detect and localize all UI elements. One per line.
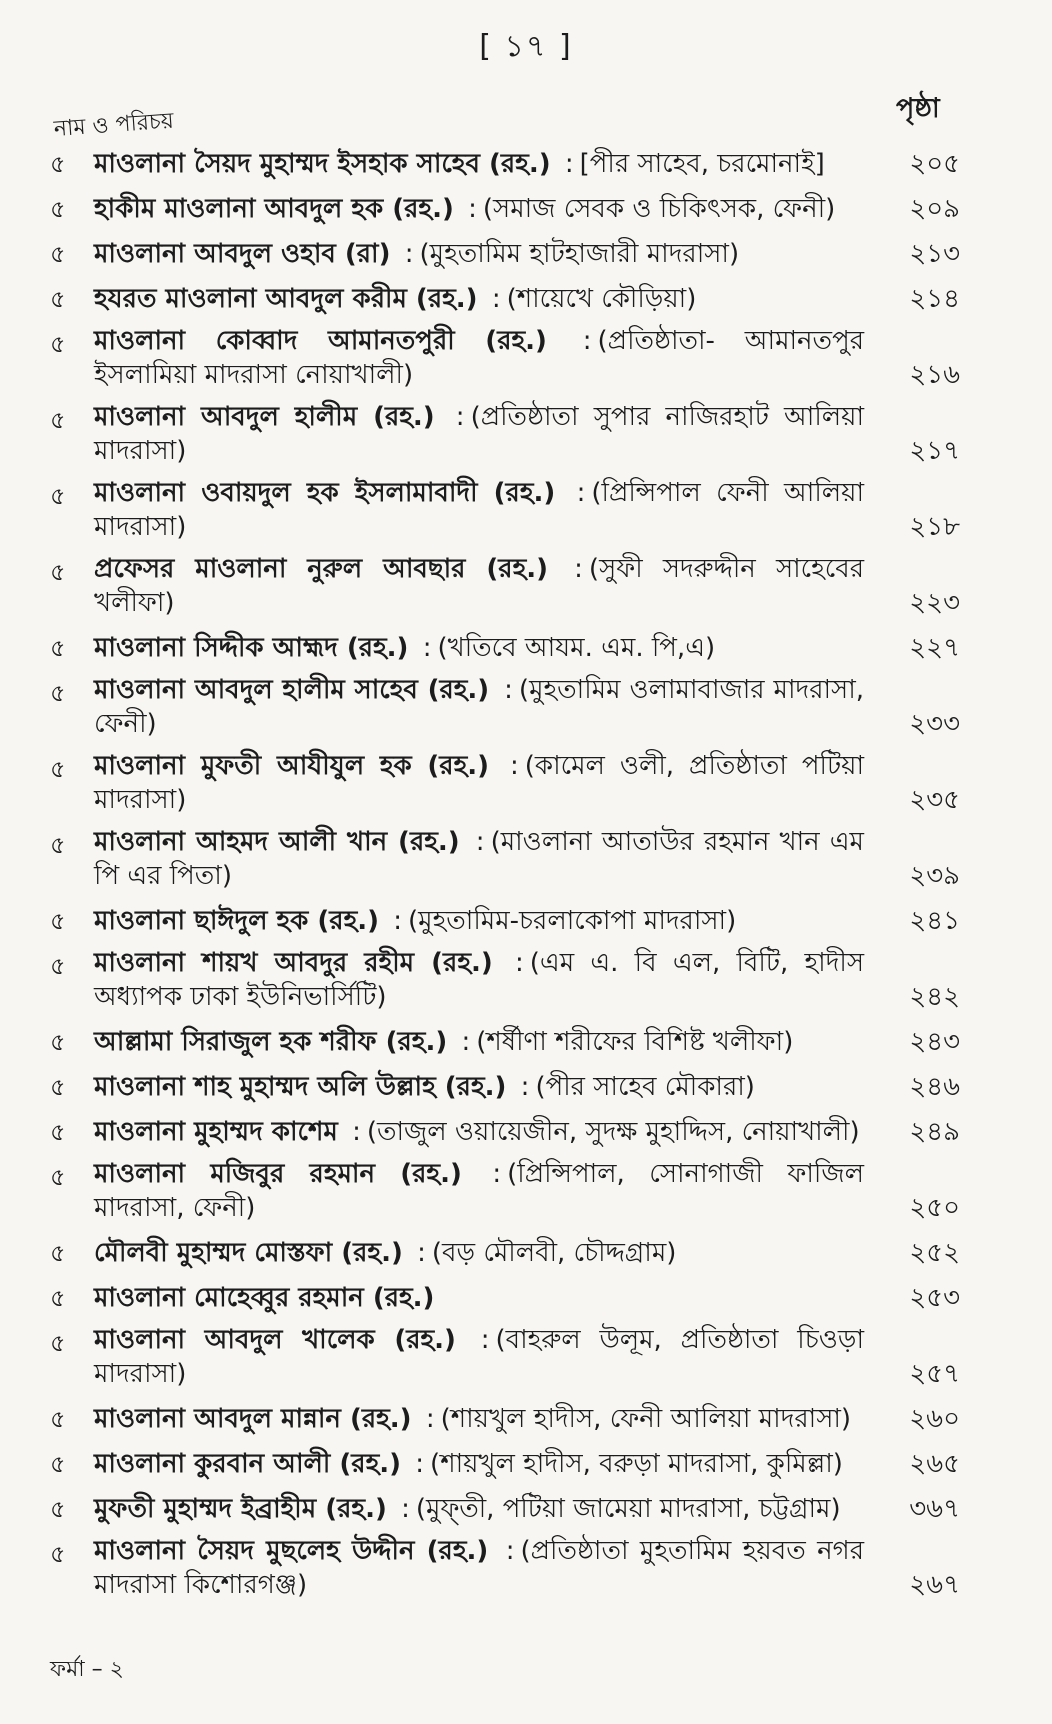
toc-entry <box>50 1063 960 1108</box>
entry-name: মৌলবী মুহাম্মদ মোস্তফা (রহ.) <box>94 1238 403 1268</box>
entry-page-number: ২১৩ <box>909 239 960 269</box>
toc-entry <box>50 320 960 396</box>
entry-text <box>94 825 864 893</box>
toc-entry <box>50 624 960 669</box>
entry-description: (মুহতামিম হাটহাজারী মাদরাসা) <box>419 239 740 269</box>
entry-name: মাওলানা মুহাম্মদ কাশেম <box>94 1117 338 1147</box>
bullet-icon: ৫ <box>50 1163 66 1191</box>
entry-page-number: ২৫০ <box>909 1193 960 1223</box>
entry-page-number: ২২৭ <box>909 633 960 663</box>
entry-description: (মুহতামিম ওলামাবাজার মাদরাসা, ফেনী) <box>94 675 865 739</box>
entry-separator: : <box>415 1449 425 1479</box>
entry-text <box>94 552 864 620</box>
toc-entry <box>50 275 960 320</box>
entry-description: [পীর সাহেব, চরমোনাই] <box>579 149 825 179</box>
toc-entry <box>50 396 960 472</box>
entry-description: (প্রতিষ্ঠাতা সুপার নাজিরহাট আলিয়া মাদরাসা) <box>94 402 865 466</box>
entry-text <box>94 192 864 226</box>
forma-signature: ফর্মা – ২ <box>50 1657 124 1682</box>
entry-name: মাওলানা আবদুল হালীম (রহ.) <box>94 402 435 432</box>
bullet-icon: ৫ <box>50 952 66 980</box>
entry-text <box>94 400 864 468</box>
entry-description: (মুহতামিম-চরলাকোপা মাদরাসা) <box>408 906 737 936</box>
entry-separator: : <box>564 149 574 179</box>
entry-separator: : <box>505 1536 515 1566</box>
entry-text <box>94 1070 864 1104</box>
entry-page-number: ২৬৭ <box>909 1570 960 1600</box>
entry-page-number: ২১৪ <box>909 284 960 314</box>
bullet-icon: ৫ <box>50 1073 66 1101</box>
bullet-icon: ৫ <box>50 558 66 586</box>
entry-name: মাওলানা কুরবান আলী (রহ.) <box>94 1449 402 1479</box>
toc-entry <box>50 897 960 942</box>
entry-name: প্রফেসর মাওলানা নুরুল আবছার (রহ.) <box>94 554 548 584</box>
entry-separator: : <box>582 326 592 356</box>
bullet-icon: ৫ <box>50 406 66 434</box>
entry-text <box>94 237 864 271</box>
entry-description: (সমাজ সেবক ও চিকিৎসক, ফেনী) <box>482 194 836 224</box>
bullet-icon: ৫ <box>50 755 66 783</box>
entry-name: মাওলানা আবদুল ওহাব (রা) <box>94 239 391 269</box>
entry-separator: : <box>468 194 477 224</box>
toc-entry <box>50 140 960 185</box>
entry-name: মাওলানা শায়খ আবদুর রহীম (রহ.) <box>94 948 493 978</box>
toc-entry <box>50 472 960 548</box>
column-header-page: পৃষ্ঠা <box>896 93 940 124</box>
entry-separator: : <box>393 906 403 936</box>
entry-text <box>94 1402 864 1436</box>
entry-page-number: ২১৭ <box>909 436 960 466</box>
bullet-icon: ৫ <box>50 1118 66 1146</box>
toc-entry <box>50 1018 960 1063</box>
entry-separator: : <box>461 1027 471 1057</box>
entry-description: (মুফ্তী, পটিয়া জামেয়া মাদরাসা, চট্টগ্রাম) <box>415 1494 841 1524</box>
entry-page-number: ২০৯ <box>909 194 960 224</box>
entry-page-number: ২৫৭ <box>909 1359 960 1389</box>
entry-text <box>94 1492 864 1526</box>
entry-name: মাওলানা আহমদ আলী খান (রহ.) <box>94 827 460 857</box>
entry-name: মাওলানা আবদুল খালেক (রহ.) <box>94 1325 456 1355</box>
entry-description: (কামেল ওলী, প্রতিষ্ঠাতা পটিয়া মাদরাসা) <box>94 751 864 815</box>
entry-separator: : <box>491 284 501 314</box>
entry-text <box>94 1534 864 1602</box>
toc-entry <box>50 821 960 897</box>
entry-text <box>94 282 864 316</box>
entry-name: মাওলানা আবদুল হালীম সাহেব (রহ.) <box>94 675 490 705</box>
entry-description: (এম এ. বি এল, বিটি, হাদীস অধ্যাপক ঢাকা ইউনিভার্সিটি) <box>94 948 864 1012</box>
table-of-contents <box>50 140 960 1606</box>
entry-description: (শর্ষীণা শরীফের বিশিষ্ট খলীফা) <box>476 1027 794 1057</box>
entry-description: (প্রিন্সিপাল, সোনাগাজী ফাজিল মাদরাসা, ফেনী) <box>94 1159 864 1223</box>
entry-description: (শায়েখে কৌড়িয়া) <box>506 284 697 314</box>
entry-separator: : <box>425 1404 435 1434</box>
entry-separator: : <box>417 1238 426 1268</box>
entry-separator: : <box>504 675 513 705</box>
toc-entry <box>50 1153 960 1229</box>
entry-page-number: ৩৬৭ <box>909 1494 960 1524</box>
entry-name: মাওলানা আবদুল মান্নান (রহ.) <box>94 1404 412 1434</box>
bullet-icon: ৫ <box>50 1284 66 1312</box>
entry-name: মাওলানা সৈয়দ মুহাম্মদ ইসহাক সাহেব (রহ.) <box>94 149 551 179</box>
bullet-icon: ৫ <box>50 679 66 707</box>
toc-entry <box>50 942 960 1018</box>
bullet-icon: ৫ <box>50 1495 66 1523</box>
entry-name: মাওলানা কোব্বাদ আমানতপুরী (রহ.) <box>94 326 547 356</box>
column-header-name: নাম ও পরিচয় <box>53 108 175 142</box>
entry-page-number: ২৪৬ <box>909 1072 960 1102</box>
entry-name: মাওলানা সিদ্দীক আহ্মদ (রহ.) <box>94 633 409 663</box>
entry-page-number: ২১৬ <box>909 360 960 390</box>
entry-page-number: ২৫৩ <box>909 1283 960 1313</box>
toc-entry <box>50 230 960 275</box>
entry-separator: : <box>510 751 519 781</box>
entry-text <box>94 673 864 741</box>
entry-description: (প্রতিষ্ঠাতা- আমানতপুর ইসলামিয়া মাদরাসা নোয়াখালী) <box>94 326 865 390</box>
bullet-icon: ৫ <box>50 195 66 223</box>
toc-entry <box>50 745 960 821</box>
bullet-icon: ৫ <box>50 240 66 268</box>
entry-text <box>94 1323 864 1391</box>
entry-name: মাওলানা সৈয়দ মুছলেহ উদ্দীন (রহ.) <box>94 1536 489 1566</box>
toc-entry <box>50 1530 960 1606</box>
toc-entry <box>50 1395 960 1440</box>
entry-separator: : <box>515 948 524 978</box>
entry-name: মাওলানা ওবায়দুল হক ইসলামাবাদী (রহ.) <box>94 478 556 508</box>
toc-entry <box>50 1319 960 1395</box>
toc-entry <box>50 1485 960 1530</box>
toc-entry <box>50 548 960 624</box>
entry-text <box>94 1115 864 1149</box>
entry-text <box>94 1447 864 1481</box>
toc-entry <box>50 185 960 230</box>
entry-description: (শায়খুল হাদীস, বরুড়া মাদরাসা, কুমিল্লা) <box>430 1449 843 1479</box>
bullet-icon: ৫ <box>50 907 66 935</box>
entry-text <box>94 904 864 938</box>
bullet-icon: ৫ <box>50 1540 66 1568</box>
entry-text <box>94 631 864 665</box>
entry-description: (পীর সাহেব মৌকারা) <box>535 1072 755 1102</box>
bullet-icon: ৫ <box>50 1329 66 1357</box>
entry-text <box>94 1025 864 1059</box>
entry-separator: : <box>455 402 465 432</box>
entry-text <box>94 1281 864 1315</box>
entry-page-number: ২২৩ <box>909 588 960 618</box>
bullet-icon: ৫ <box>50 831 66 859</box>
entry-name: মাওলানা মোহেব্বুর রহমান (রহ.) <box>94 1283 435 1313</box>
entry-page-number: ২৪৯ <box>909 1117 960 1147</box>
entry-separator: : <box>492 1159 502 1189</box>
bullet-icon: ৫ <box>50 1028 66 1056</box>
entry-separator: : <box>475 827 485 857</box>
entry-page-number: ২৪১ <box>909 906 960 936</box>
entry-separator: : <box>401 1494 410 1524</box>
entry-separator: : <box>480 1325 490 1355</box>
entry-separator: : <box>574 554 583 584</box>
entry-text <box>94 946 864 1014</box>
entry-description: (শায়খুল হাদীস, ফেনী আলিয়া মাদরাসা) <box>440 1404 852 1434</box>
entry-page-number: ২৩৯ <box>909 861 960 891</box>
entry-name: হাকীম মাওলানা আবদুল হক (রহ.) <box>94 194 454 224</box>
bullet-icon: ৫ <box>50 1450 66 1478</box>
entry-page-number: ২৩৫ <box>909 785 960 815</box>
entry-description: (বাহরুল উলূম, প্রতিষ্ঠাতা চিওড়া মাদরাসা) <box>94 1325 864 1389</box>
entry-page-number: ২৩৩ <box>909 709 960 739</box>
entry-page-number: ২০৫ <box>909 149 960 179</box>
entry-separator: : <box>422 633 432 663</box>
bullet-icon: ৫ <box>50 285 66 313</box>
entry-description: (প্রতিষ্ঠাতা মুহতামিম হয়বত নগর মাদরাসা কিশোরগঞ্জ) <box>94 1536 865 1600</box>
entry-page-number: ২৬০ <box>909 1404 960 1434</box>
bullet-icon: ৫ <box>50 150 66 178</box>
toc-entry <box>50 1440 960 1485</box>
bullet-icon: ৫ <box>50 634 66 662</box>
entry-text <box>94 324 864 392</box>
entry-name: মুফতী মুহাম্মদ ইব্রাহীম (রহ.) <box>94 1494 387 1524</box>
entry-name: মাওলানা ছাঈদুল হক (রহ.) <box>94 906 379 936</box>
entry-separator: : <box>520 1072 530 1102</box>
entry-text <box>94 1236 864 1270</box>
toc-entry <box>50 1108 960 1153</box>
entry-description: (প্রিন্সিপাল ফেনী আলিয়া মাদরাসা) <box>94 478 864 542</box>
entry-name: মাওলানা মজিবুর রহমান (রহ.) <box>94 1159 462 1189</box>
entry-separator: : <box>352 1117 361 1147</box>
page-number: [ ১৭ ] <box>479 29 573 64</box>
entry-name: আল্লামা সিরাজুল হক শরীফ (রহ.) <box>94 1027 448 1057</box>
entry-name: হযরত মাওলানা আবদুল করীম (রহ.) <box>94 284 478 314</box>
entry-page-number: ২৬৫ <box>909 1449 960 1479</box>
entry-text <box>94 1157 864 1225</box>
entry-page-number: ২৪৩ <box>909 1027 960 1057</box>
entry-text <box>94 476 864 544</box>
entry-description: (খতিবে আযম. এম. পি,এ) <box>437 633 716 663</box>
entry-page-number: ২৫২ <box>909 1238 960 1268</box>
toc-entry <box>50 1229 960 1274</box>
entry-name: মাওলানা শাহ মুহাম্মদ অলি উল্লাহ (রহ.) <box>94 1072 507 1102</box>
bullet-icon: ৫ <box>50 330 66 358</box>
bullet-icon: ৫ <box>50 1239 66 1267</box>
entry-separator: : <box>404 239 414 269</box>
entry-description: (বড় মৌলবী, চৌদ্দগ্রাম) <box>431 1238 677 1268</box>
entry-page-number: ২৪২ <box>909 982 960 1012</box>
entry-description: (মাওলানা আতাউর রহমান খান এম পি এর পিতা) <box>94 827 864 891</box>
entry-separator: : <box>576 478 586 508</box>
bullet-icon: ৫ <box>50 482 66 510</box>
entry-description: (সুফী সদরুদ্দীন সাহেবের খলীফা) <box>94 554 864 618</box>
toc-entry <box>50 1274 960 1319</box>
entry-text <box>94 749 864 817</box>
bullet-icon: ৫ <box>50 1405 66 1433</box>
entry-text <box>94 147 864 181</box>
entry-page-number: ২১৮ <box>909 512 960 542</box>
entry-description: (তাজুল ওয়ায়েজীন, সুদক্ষ মুহাদ্দিস, নোয়াখালী) <box>366 1117 860 1147</box>
toc-entry <box>50 669 960 745</box>
entry-name: মাওলানা মুফতী আযীযুল হক (রহ.) <box>94 751 490 781</box>
